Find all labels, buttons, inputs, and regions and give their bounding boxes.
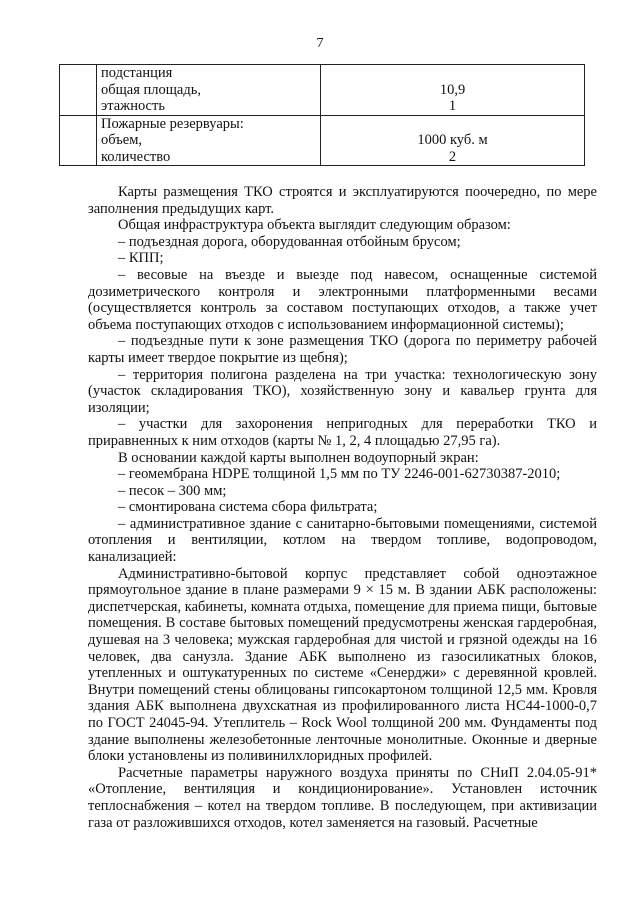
list-item: – территория полигона разделена на три участка: технологическую зону (участок складирования ТКО), хозяйственную зону и кавальер грунта для изоляции;: [88, 366, 597, 416]
table-cell-value: [321, 115, 585, 166]
list-item: – КПП;: [118, 250, 164, 267]
list-item: – участки для захоронения непригодных для переработки ТКО и приравненных к ним отходов (карты № 1, 2, 4 площадью 27,95 га).: [88, 416, 597, 449]
cell-line: этажность: [101, 98, 165, 114]
paragraph: Административно-бытовой корпус представляет собой одноэтажное прямоугольное здание в плане размерами 9 × 15 м. В здании АБК расположены: диспетчерская, кабинеты, комната отдыха, помещение для приема пищи, бытовые помещения. В составе бытовых помещений предусмотрены женская гардеробная, душевая на 3 человека; мужская гардеробная для чистой и грязной одежды на 16 человек, два санузла. Здание АБК выполнено из газосиликатных блоков, утепленных и оштукатуренных по системе «Сенерджи» с деревянной кровлей. Внутри помещений стены облицованы гипсокартоном толщиной 12,5 мм. Кровля здания АБК выполнена двухскатная из профилированного листа НС44-1000-0,7 по ГОСТ 24045-94. Утеплитель – Rock Wool толщиной 200 мм. Фундаменты под здание выполнены железобетонные ленточные монолитные. Оконные и дверные блоки установлены из поливинилхлоридных профилей.: [88, 565, 597, 765]
cell-line: Пожарные резервуары:: [101, 115, 244, 132]
list-item: – подъездные пути к зоне размещения ТКО (дорога по периметру рабочей карты имеет твердое покрытие из щебня);: [88, 333, 597, 366]
table-cell-number: [60, 65, 97, 116]
cell-line: объем,: [101, 132, 143, 148]
cell-line: 1000 куб. м: [417, 132, 488, 148]
cell-line: 1: [448, 98, 457, 114]
table-row: [60, 115, 585, 166]
table-row: [60, 65, 585, 116]
body-text: [88, 184, 597, 831]
paragraph: Карты размещения ТКО строятся и эксплуатируются поочередно, по мере заполнения предыдущих карт.: [88, 184, 597, 217]
list-item: – геомембрана HDPE толщиной 1,5 мм по ТУ 2246-001-62730387-2010;: [118, 466, 561, 483]
table-cell-description: [97, 115, 321, 166]
table-cell-number: [60, 115, 97, 166]
list-item: – административное здание с санитарно-бытовыми помещениями, системой отопления и вентиляции, котлом на твердом топливе, водопроводом, канализацией:: [88, 515, 597, 566]
spec-table: [59, 64, 585, 166]
list-item: – смонтирована система сбора фильтрата;: [118, 499, 378, 516]
cell-line: общая площадь,: [101, 81, 201, 98]
table-cell-value: [321, 65, 585, 116]
cell-line: количество: [101, 148, 171, 165]
list-item: – песок – 300 мм;: [118, 482, 227, 499]
paragraph: Общая инфраструктура объекта выглядит следующим образом:: [118, 217, 511, 234]
cell-line: 10,9: [439, 81, 466, 98]
table-cell-description: [97, 65, 321, 116]
page-number: 7: [316, 36, 324, 51]
list-item: – весовые на въезде и выезде под навесом, оснащенные системой дозиметрического контроля и электронными платформенными весами (осуществляется контроль за составом поступающих отходов, а также учет объема поступающих отходов с использованием информационной системы);: [88, 266, 597, 333]
paragraph: Расчетные параметры наружного воздуха приняты по СНиП 2.04.05-91* «Отопление, вентиляция и кондиционирование». Установлен источник теплоснабжения – котел на твердом топливе. В последующем, при активизации газа от разложившихся отходов, котел заменяется на газовый. Расчетные: [88, 764, 597, 831]
list-item: – подъездная дорога, оборудованная отбойным брусом;: [118, 233, 461, 250]
paragraph: В основании каждой карты выполнен водоупорный экран:: [118, 449, 479, 466]
cell-line: 2: [448, 148, 457, 165]
cell-line: подстанция: [101, 65, 173, 81]
